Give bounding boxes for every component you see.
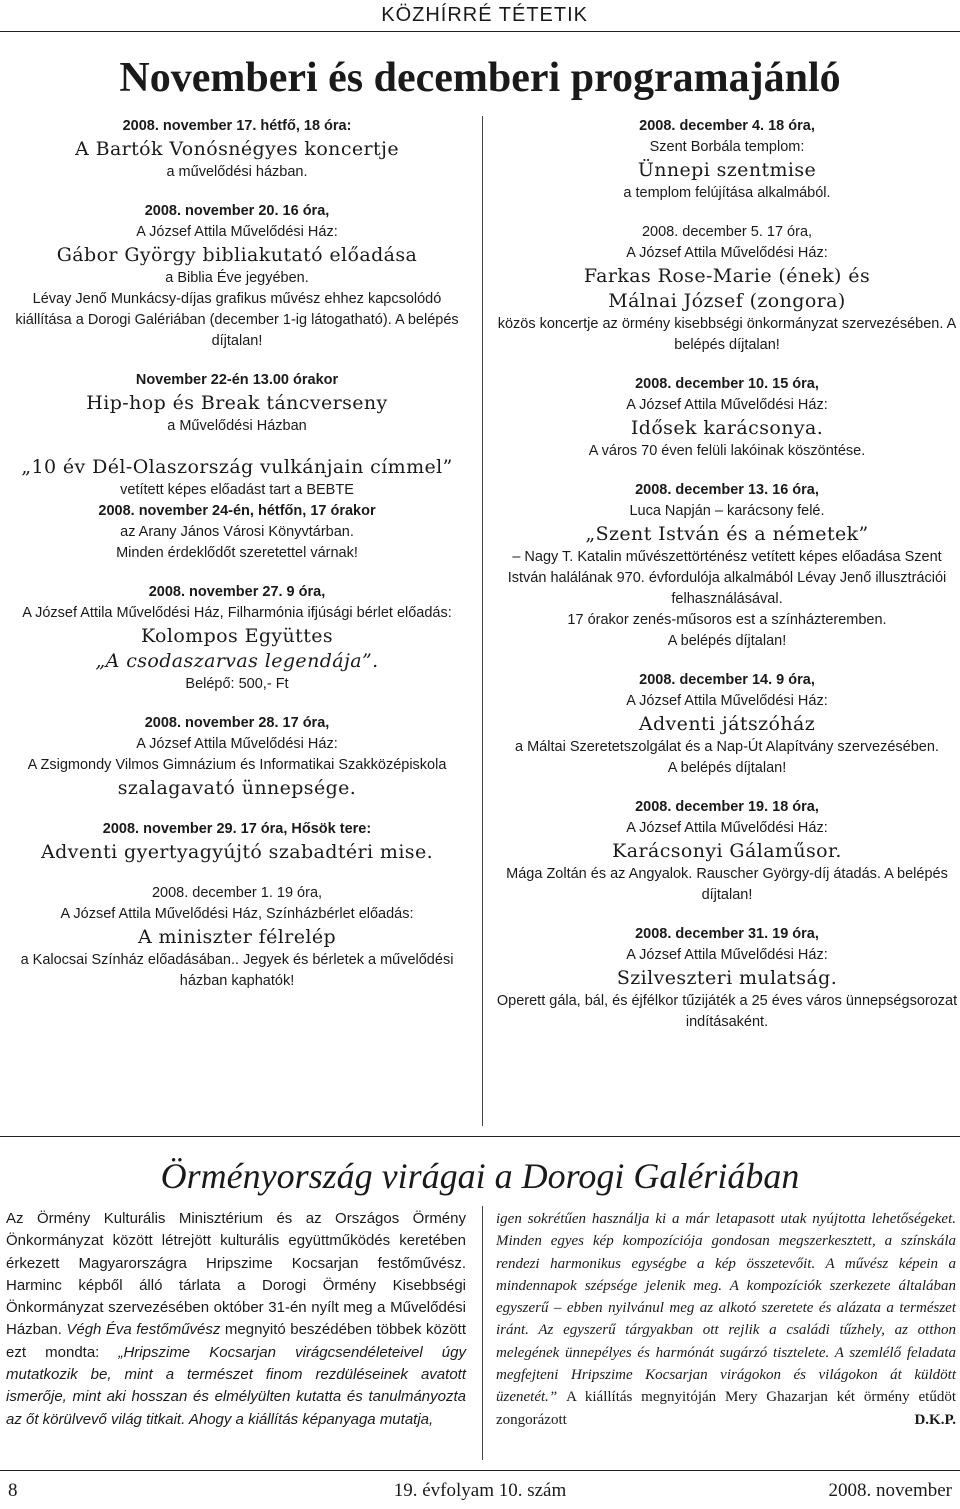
- program-item: [4, 713, 470, 801]
- program-description: Mága Zoltán és az Angyalok. Rauscher György-díj átadás. A belépés díjtalan!: [506, 866, 948, 903]
- program-title: Adventi gyertyagyújtó szabadtéri mise.: [40, 841, 434, 863]
- program-date: 2008. december 5. 17 óra,: [641, 224, 813, 240]
- program-title: Málnai József (zongora): [608, 290, 846, 312]
- program-item: [4, 883, 470, 992]
- article-quote: „Hripszime Kocsarjan virágcsendéleteivel úgy mutatkozik be, mint a természet finom rezdüléseinek avatott ismerője, mint aki hosszan és elmélyülten kutatta és tanulmányozta az őt körülvevő világ titkait. Ahogy a kiállítás képanyaga mutatja,: [6, 1343, 466, 1428]
- program-description: a Művelődési Házban: [167, 418, 307, 434]
- program-venue: A József Attila Művelődési Ház:: [136, 736, 338, 752]
- program-venue: A József Attila Művelődési Ház:: [626, 947, 828, 963]
- program-title: „Szent István és a németek”: [585, 523, 869, 545]
- program-item: [496, 374, 958, 462]
- program-item: [496, 797, 958, 906]
- program-title: Ünnepi szentmise: [637, 159, 817, 181]
- article-right-column: [496, 1208, 956, 1431]
- program-extra: az Arany János Városi Könyvtárban.: [120, 524, 354, 540]
- program-date: 2008. november 24-én, hétfőn, 17 órakor: [98, 503, 376, 519]
- program-description: A Zsigmondy Vilmos Gimnázium és Informatikai Szakközépiskola: [27, 757, 447, 773]
- program-title: Karácsonyi Gálaműsor.: [612, 840, 842, 862]
- program-venue: A József Attila Művelődési Ház, Filharmónia ifjúsági bérlet előadás:: [22, 605, 452, 621]
- program-venue: Luca Napján – karácsony felé.: [629, 503, 825, 519]
- program-description: a Kalocsai Színház előadásában.. Jegyek és bérletek a művelődési házban kaphatók!: [20, 952, 454, 989]
- program-extra: A belépés díjtalan!: [667, 633, 787, 649]
- section-divider: [0, 1136, 960, 1137]
- top-rule: [0, 31, 960, 32]
- program-description: a Máltai Szeretetszolgálat és a Nap-Út Alapítvány szervezésében.: [515, 739, 939, 755]
- program-item: [4, 455, 470, 564]
- program-item: [4, 201, 470, 352]
- program-extra: 17 órakor zenés-műsoros est a színházteremben.: [567, 612, 887, 628]
- program-date: 2008. december 1. 19 óra,: [151, 885, 323, 901]
- program-item: [496, 924, 958, 1033]
- issue-date: 2008. november: [828, 1480, 952, 1501]
- program-item: [4, 582, 470, 695]
- program-title: Gábor György bibliakutató előadása: [56, 244, 418, 266]
- program-date: 2008. december 31. 19 óra,: [635, 926, 819, 942]
- program-date: 2008. december 13. 16 óra,: [635, 482, 819, 498]
- column-divider: [482, 116, 483, 1126]
- program-date: 2008. november 28. 17 óra,: [144, 715, 330, 731]
- program-item: [4, 819, 470, 865]
- program-title: „10 év Dél-Olaszország vulkánjain címmel”: [21, 456, 453, 478]
- program-description: – Nagy T. Katalin művészettörténész vetített képes előadása Szent István halálának 970. évfordulója alkalmából Lévay Jenő illusztrációi felhasználásával.: [507, 549, 947, 607]
- program-venue: Szent Borbála templom:: [649, 139, 805, 155]
- program-venue: A József Attila Művelődési Ház:: [626, 693, 828, 709]
- program-date: 2008. november 29. 17 óra, Hősök tere:: [102, 821, 372, 837]
- program-venue: A József Attila Művelődési Ház, Színházbérlet előadás:: [60, 906, 414, 922]
- program-title: szalagavató ünnepsége.: [117, 777, 357, 799]
- program-item: [496, 670, 958, 779]
- program-extra: Minden érdeklődőt szeretettel várnak!: [116, 545, 358, 561]
- page-number: 8: [8, 1480, 18, 1501]
- footer-rule: [0, 1470, 960, 1471]
- program-title: Farkas Rose-Marie (ének) és: [583, 265, 871, 287]
- article-text: megnyitó beszédében többek között ezt mondta:: [6, 1321, 466, 1361]
- program-description: a művelődési házban.: [166, 164, 308, 180]
- program-item: [496, 480, 958, 652]
- program-date: 2008. november 20. 16 óra,: [144, 203, 330, 219]
- program-title: Hip-hop és Break táncverseny: [86, 392, 388, 414]
- program-venue: A József Attila Művelődési Ház:: [626, 397, 828, 413]
- program-title: A Bartók Vonósnégyes koncertje: [75, 138, 399, 160]
- program-extra: Lévay Jenő Munkácsy-díjas grafikus művész ehhez kapcsolódó kiállítása a Dorogi Galériában (december 1-ig látogatható). A belépés díjtalan!: [15, 291, 459, 349]
- program-subtitle: „A csodaszarvas legendája”.: [95, 650, 379, 672]
- article-quote: igen sokrétűen használja ki a már letapasott utak nyújtotta lehetőségeket. Minden egyes kép kompozíciója gondosan megszerkesztett, a színskála rendezi harmonikus egységbe a kép összetevőit. A művész képein a mindennapok szépsége jelenik meg. A kompozíciók szerkezete általában egyszerű – ebben nyilvánul meg az alkotó szeretete és alázata a természet iránt. Az egyszerű tárgyakban ott rejlik a családi tűzhely, az otthon melegének ünnepélyes és harmónát sugárzó tisztelete. A szemlélő feladata megfejteni Hripszime Kocsarjan virágokon és világokon át küldött üzenetét.”: [496, 1211, 956, 1406]
- program-date: 2008. december 19. 18 óra,: [635, 799, 819, 815]
- program-date: 2008. december 10. 15 óra,: [635, 376, 819, 392]
- article-signature: D.K.P.: [914, 1411, 956, 1428]
- program-item: [4, 370, 470, 437]
- program-title: A miniszter félrelép: [137, 926, 337, 948]
- program-venue: A József Attila Művelődési Ház:: [626, 820, 828, 836]
- program-venue: A József Attila Művelődési Ház:: [136, 224, 338, 240]
- program-date: 2008. november 27. 9 óra,: [148, 584, 326, 600]
- article-text-italic: Végh Éva festőművész: [66, 1321, 221, 1339]
- program-date: 2008. december 4. 18 óra,: [639, 118, 815, 134]
- program-title: Idősek karácsonya.: [630, 417, 824, 439]
- program-item: [496, 222, 958, 356]
- program-item: [4, 116, 470, 183]
- article-title: Örményország virágai a Dorogi Galériában: [160, 1156, 800, 1196]
- issue-label: 19. évfolyam 10. szám: [393, 1480, 567, 1501]
- right-program-column: [496, 116, 958, 1051]
- program-date: 2008. november 17. hétfő, 18 óra:: [122, 118, 352, 134]
- program-description: Operett gála, bál, és éjfélkor tűzijáték a 25 éves város ünnepségsorozat indításaként.: [496, 993, 958, 1030]
- program-title: Kolompos Együttes: [140, 625, 334, 647]
- article-text: A kiállítás megnyitóján Mery Ghazarjan két örmény etűdöt zongorázott: [496, 1389, 956, 1428]
- program-item: [496, 116, 958, 204]
- program-price: Belépő: 500,- Ft: [185, 676, 289, 692]
- program-description: a templom felújítása alkalmából.: [623, 185, 831, 201]
- program-description: vetített képes előadást tart a BEBTE: [120, 482, 354, 498]
- column-divider: [482, 1206, 483, 1460]
- program-description: A város 70 éven felüli lakóinak köszöntése.: [588, 443, 866, 459]
- program-date: November 22-én 13.00 órakor: [135, 372, 339, 388]
- left-program-column: [4, 116, 470, 1010]
- section-label: KÖZHÍRRÉ TÉTETIK: [381, 4, 588, 26]
- program-date: 2008. december 14. 9 óra,: [639, 672, 815, 688]
- article-text: Az Örmény Kulturális Minisztérium és az Országos Örmény Önkormányzat között létrejött kulturális együttműködés keretében érkezett Magyarországra Hripszime Kocsarjan festőművész. Harminc képből álló tárlata a Dorogi Örmény Kisebbségi Önkormányzat szervezésében október 31-én nyílt meg a Művelődési Házban.: [6, 1210, 466, 1339]
- program-description: a Biblia Éve jegyében.: [165, 270, 309, 286]
- article-left-column: [6, 1208, 466, 1431]
- program-venue: A József Attila Művelődési Ház:: [626, 245, 828, 261]
- program-description: közös koncertje az örmény kisebbségi önkormányzat szervezésében. A belépés díjtalan!: [497, 316, 957, 353]
- page-title: Novemberi és decemberi programajánló: [119, 55, 841, 101]
- program-extra: A belépés díjtalan!: [667, 760, 787, 776]
- program-title: Szilveszteri mulatság.: [616, 967, 838, 989]
- program-title: Adventi játszóház: [638, 713, 816, 735]
